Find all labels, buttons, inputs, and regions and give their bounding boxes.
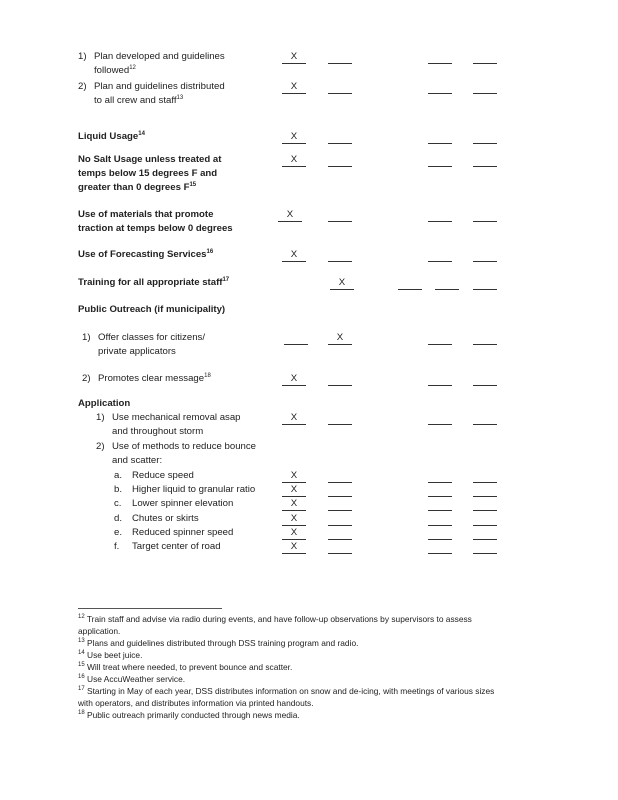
item-label-cont: temps below 15 degrees F and — [78, 168, 218, 179]
item-label: Promotes clear message$^{18}$ — [98, 372, 211, 384]
answer-line[interactable] — [328, 344, 352, 345]
answer-line[interactable] — [473, 385, 497, 386]
footnote-ref: 12 — [129, 64, 136, 71]
check-mark: X — [290, 412, 298, 423]
item-number: 1) — [96, 412, 105, 423]
check-mark: X — [290, 51, 298, 62]
answer-line[interactable] — [428, 93, 452, 94]
answer-line[interactable] — [398, 289, 422, 290]
answer-line[interactable] — [282, 93, 306, 94]
item-label: Chutes or skirts — [132, 513, 199, 524]
item-label-cont: and scatter: — [112, 455, 163, 466]
footnote-number: 16 — [78, 674, 85, 681]
answer-line[interactable] — [473, 261, 497, 262]
item-label-cont: and throughout storm — [112, 426, 204, 437]
item-label-cont: followed$^{12}$ — [94, 64, 136, 76]
answer-line[interactable] — [428, 261, 452, 262]
answer-line[interactable] — [328, 424, 352, 425]
check-mark: X — [290, 498, 298, 509]
footnote: $^{15}$ Will treat where needed, to prevent bounce and scatter. — [78, 662, 293, 672]
answer-line[interactable] — [282, 510, 306, 511]
check-mark: X — [290, 81, 298, 92]
footnote-number: 14 — [78, 650, 85, 657]
footnote: $^{16}$ Use AccuWeather service. — [78, 674, 186, 684]
footnote-number: 18 — [78, 710, 85, 717]
answer-line[interactable] — [473, 510, 497, 511]
item-label-cont: private applicators — [98, 346, 176, 357]
checklist-row — [0, 331, 618, 347]
item-number: 1) — [78, 51, 87, 62]
item-letter: b. — [114, 484, 123, 495]
answer-line[interactable] — [328, 261, 352, 262]
answer-line[interactable] — [328, 63, 352, 64]
checklist-row — [0, 248, 618, 264]
answer-line[interactable] — [282, 143, 306, 144]
answer-line[interactable] — [428, 510, 452, 511]
section-heading: Application — [78, 398, 131, 409]
sub-item-row — [0, 497, 618, 513]
checklist-row — [0, 130, 618, 146]
answer-line[interactable] — [473, 166, 497, 167]
item-label: Training for all appropriate staff$^{17}$ — [78, 276, 230, 288]
item-letter: d. — [114, 513, 123, 524]
sub-item-row — [0, 540, 618, 556]
answer-line[interactable] — [473, 143, 497, 144]
check-mark: X — [290, 249, 298, 260]
checklist-row — [0, 411, 618, 427]
answer-line[interactable] — [328, 221, 352, 222]
item-label: Use of materials that promote — [78, 209, 214, 220]
check-mark: X — [290, 470, 298, 481]
item-label: Reduce speed — [132, 470, 194, 481]
check-mark: X — [336, 332, 344, 343]
check-mark: X — [290, 154, 298, 165]
answer-line[interactable] — [473, 344, 497, 345]
answer-line[interactable] — [473, 289, 497, 290]
item-letter: a. — [114, 470, 123, 481]
answer-line[interactable] — [284, 344, 308, 345]
checklist-row — [0, 50, 618, 66]
answer-line[interactable] — [328, 166, 352, 167]
answer-line[interactable] — [282, 166, 306, 167]
footnote-cont: with operators, and distributes information via printed handouts. — [78, 698, 314, 708]
footnote: $^{12}$ Train staff and advise via radio during events, and have follow-up observations by supervisors to assess — [78, 614, 472, 624]
item-number: 2) — [82, 373, 91, 384]
footnote-number: 12 — [78, 614, 85, 621]
item-label: Higher liquid to granular ratio — [132, 484, 256, 495]
answer-line[interactable] — [428, 385, 452, 386]
answer-line[interactable] — [330, 289, 354, 290]
item-label: Reduced spinner speed — [132, 527, 234, 538]
item-label: Use of methods to reduce bounce — [112, 441, 256, 452]
item-label: Liquid Usage$^{14}$ — [78, 130, 145, 142]
answer-line[interactable] — [428, 143, 452, 144]
item-label: Use mechanical removal asap — [112, 412, 241, 423]
answer-line[interactable] — [282, 424, 306, 425]
item-label: Target center of road — [132, 541, 221, 552]
item-number: 2) — [78, 81, 87, 92]
answer-line[interactable] — [428, 63, 452, 64]
item-label-cont: greater than 0 degrees F$^{15}$ — [78, 181, 197, 193]
item-number: 2) — [96, 441, 105, 452]
check-mark: X — [290, 484, 298, 495]
item-letter: e. — [114, 527, 123, 538]
answer-line[interactable] — [282, 261, 306, 262]
footnote-separator — [78, 608, 222, 609]
check-mark: X — [290, 131, 298, 142]
check-mark: X — [290, 373, 298, 384]
section-heading: Public Outreach (if municipality) — [78, 304, 226, 315]
item-label-cont: traction at temps below 0 degrees — [78, 223, 233, 234]
answer-line[interactable] — [428, 221, 452, 222]
footnote-ref: 15 — [189, 181, 197, 188]
answer-line[interactable] — [473, 553, 497, 554]
check-mark: X — [338, 277, 346, 288]
answer-line[interactable] — [473, 424, 497, 425]
answer-line[interactable] — [428, 344, 452, 345]
footnote-ref: 16 — [206, 248, 214, 255]
check-mark: X — [290, 527, 298, 538]
answer-line[interactable] — [473, 221, 497, 222]
footnote-ref: 17 — [222, 276, 230, 283]
checklist-row — [0, 80, 618, 96]
answer-line[interactable] — [435, 289, 459, 290]
item-label: No Salt Usage unless treated at — [78, 154, 222, 165]
footnote: $^{13}$ Plans and guidelines distributed through DSS training program and radio. — [78, 638, 359, 648]
check-mark: X — [286, 209, 294, 220]
item-letter: c. — [114, 498, 122, 509]
footnote-ref: 14 — [138, 130, 145, 137]
footnote-ref: 18 — [204, 372, 211, 379]
item-letter: f. — [114, 541, 120, 552]
answer-line[interactable] — [473, 93, 497, 94]
item-number: 1) — [82, 332, 91, 343]
footnote-number: 17 — [78, 686, 85, 693]
footnote: $^{14}$ Use beet juice. — [78, 650, 143, 660]
footnote-ref: 13 — [176, 94, 184, 101]
answer-line[interactable] — [282, 553, 306, 554]
answer-line[interactable] — [428, 553, 452, 554]
item-label: Plan and guidelines distributed — [94, 81, 225, 92]
footnote-number: 15 — [78, 662, 85, 669]
check-mark: X — [290, 541, 298, 552]
footnote-number: 13 — [78, 638, 85, 645]
answer-line[interactable] — [282, 63, 306, 64]
check-mark: X — [290, 513, 298, 524]
footnote: $^{17}$ Starting in May of each year, DSS distributes information on snow and de-icing, with meetings of various sizes — [78, 686, 495, 696]
footnote: $^{18}$ Public outreach primarily conducted through news media. — [78, 710, 300, 720]
checklist-row — [0, 276, 618, 292]
item-label-cont: to all crew and staff$^{13}$ — [94, 94, 184, 106]
checklist-row — [0, 372, 618, 388]
answer-line[interactable] — [428, 424, 452, 425]
answer-line[interactable] — [328, 385, 352, 386]
item-label: Offer classes for citizens/ — [98, 332, 205, 343]
item-label: Plan developed and guidelines — [94, 51, 225, 62]
answer-line[interactable] — [428, 166, 452, 167]
answer-line[interactable] — [473, 63, 497, 64]
item-label: Lower spinner elevation — [132, 498, 234, 509]
answer-line[interactable] — [328, 143, 352, 144]
answer-line[interactable] — [282, 385, 306, 386]
footnote-cont: application. — [78, 626, 121, 636]
item-label: Use of Forecasting Services$^{16}$ — [78, 248, 214, 260]
answer-line[interactable] — [278, 221, 302, 222]
answer-line[interactable] — [328, 553, 352, 554]
answer-line[interactable] — [328, 510, 352, 511]
answer-line[interactable] — [328, 93, 352, 94]
checklist-row — [0, 440, 618, 456]
